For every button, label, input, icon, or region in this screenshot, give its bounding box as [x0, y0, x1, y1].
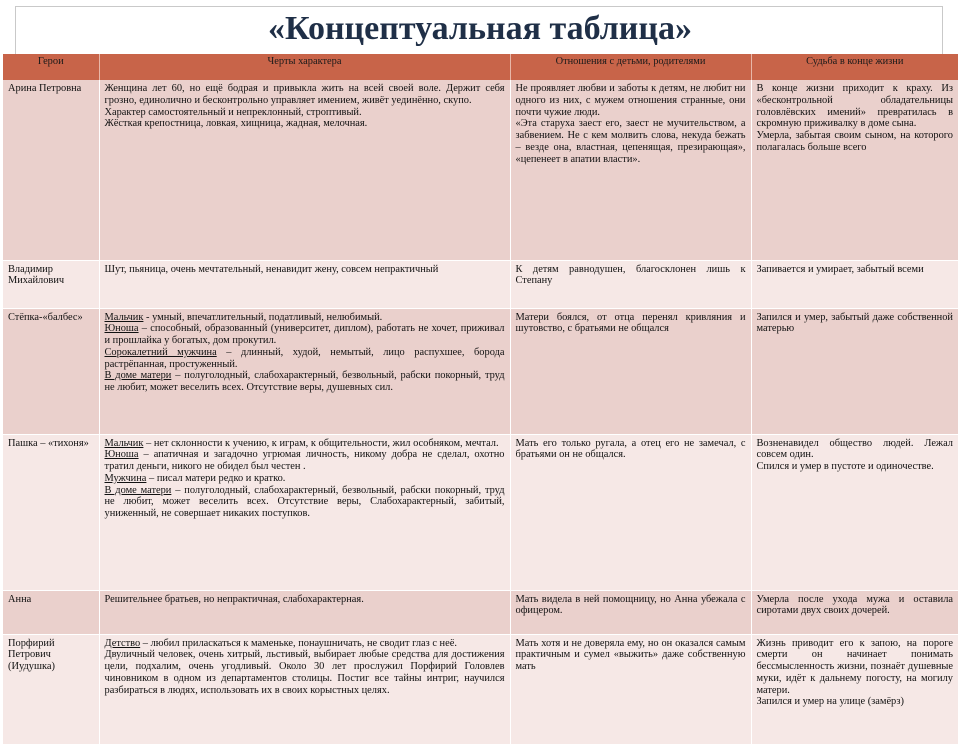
fate-text: Умерла, забытая своим сыном, на которого полагалась больше всего — [756, 130, 953, 153]
trait-text: Жёсткая крепостница, ловкая, хищница, жадная, мелочная. — [104, 118, 368, 130]
trait-text: – нет склонности к учению, к играм, к общительности, жил особняком, мечтал. — [143, 437, 499, 449]
trait-text: – полуголодный, слабохарактерный, безвольный, рабски покорный, труд не любит, может веселить всех. Отсутствие веры, душевных сил. — [104, 370, 505, 393]
fate-cell — [751, 80, 958, 260]
table-row — [3, 80, 958, 260]
trait-text: – апатичная и загадочно угрюмая личность, никому добра не сделал, охотно тратил деньги, никого не обидел был честен . — [104, 449, 505, 472]
fate-text: Спился и умер в пустоте и одиночестве. — [756, 461, 934, 472]
traits-cell — [99, 308, 510, 434]
fate-text: Запился и умер на улице (замёрз) — [756, 696, 904, 708]
fate-cell — [751, 260, 958, 308]
fate-text: Запивается и умирает, забытый всеми — [756, 263, 924, 275]
trait-text: – полуголодный, слабохарактерный, безвольный, рабски покорный, труд не любит, может веселить всех. Отсутствие веры, Слабохарактерный, забитый, униженный, не совершает никаких поступков. — [104, 484, 505, 519]
table-header-row — [3, 54, 958, 80]
table-row — [3, 434, 958, 590]
trait-text: – любил приласкаться к маменьке, понаушничать, не сводит глаз с неё. — [140, 637, 457, 649]
hero-cell: Порфирий Петрович (Иудушка) — [3, 634, 99, 744]
trait-label: В доме матери — [104, 484, 172, 496]
relation-text: Не проявляет любви и заботы к детям, не любит ни одного из них, с мужем отношения странные, они почти чужие люди. — [515, 83, 746, 118]
traits-cell — [99, 590, 510, 634]
fate-text: Запился и умер, забытый даже собственной матерью — [756, 311, 953, 335]
hero-cell: Арина Петровна — [3, 80, 99, 260]
traits-cell — [99, 634, 510, 744]
traits-cell — [99, 260, 510, 308]
header-heroes: Герои — [3, 54, 99, 80]
fate-cell — [751, 590, 958, 634]
relation-text: Мать его только ругала, а отец его не замечал, с братьями он не общался. — [515, 437, 746, 461]
trait-text: Двуличный человек, очень хитрый, льстивый, выбирает любые средства для достижения цели, подхалим, очень угодливый. Около 30 лет прослужил Порфирий Головлев чиновником в одном из департаментов столицы. Постиг все тайны интриг, научился разбираться в людях, использовать их в своих корыстных целях. — [104, 649, 505, 696]
fate-text: Умерла после ухода мужа и оставила сиротами двух своих дочерей. — [756, 593, 953, 617]
relation-text: Матери боялся, от отца перенял кривляния и шутовство, с братьями не общался — [515, 311, 746, 335]
trait-label: Мальчик — [104, 437, 144, 449]
relation-text: «Эта старуха заест его, заест не мучительством, а забвением. Не с кем молвить слова, некуда бежать – везде она, властная, цепенящая, презирающая», «цепенеет в апатии власти». — [515, 118, 746, 165]
fate-text: Возненавидел общество людей. Лежал совсем один. — [756, 437, 953, 461]
relations-cell — [510, 590, 751, 634]
traits-cell — [99, 434, 510, 590]
trait-text: - умный, впечатлительный, податливый, нелюбимый. — [143, 311, 383, 323]
relation-text: Мать видела в ней помощницу, но Анна убежала с офицером. — [515, 593, 746, 617]
fate-text: В конце жизни приходит к краху. Из «бесконтрольной обладательницы головлёвских имений» превратилась в скромную приживалку в доме сына. — [756, 83, 953, 130]
relation-text: Мать хотя и не доверяла ему, но он оказался самым практичным и сумел «выжить» даже собственную мать — [515, 637, 746, 672]
trait-text: – писал матери редко и кратко. — [146, 472, 286, 484]
fate-cell — [751, 308, 958, 434]
relations-cell — [510, 434, 751, 590]
header-traits: Черты характера — [99, 54, 510, 80]
trait-text: Характер самостоятельный и непреклонный, строптивый. — [104, 106, 362, 118]
trait-label: Юноша — [104, 323, 139, 335]
hero-cell: Владимир Михайлович — [3, 260, 99, 308]
fate-cell — [751, 634, 958, 744]
trait-text: Решительнее братьев, но непрактичная, слабохарактерная. — [104, 593, 364, 605]
table-row — [3, 634, 958, 744]
traits-cell — [99, 80, 510, 260]
relations-cell — [510, 260, 751, 308]
trait-label: В доме матери — [104, 370, 172, 382]
header-fate: Судьба в конце жизни — [751, 54, 958, 80]
trait-label: Мальчик — [104, 311, 144, 323]
trait-text: Шут, пьяница, очень мечтательный, ненавидит жену, совсем непрактичный — [104, 263, 439, 275]
header-relations: Отношения с детьми, родителями — [510, 54, 751, 80]
page-title: «Концептуальная таблица» — [268, 10, 692, 47]
table-row — [3, 590, 958, 634]
relation-text: К детям равнодушен, благосклонен лишь к Степану — [515, 263, 746, 287]
trait-text: Женщина лет 60, но ещё бодрая и привыкла жить на всей своей воле. Держит себя грозно, единолично и бесконтрольно управляет имением, живёт уединённо, скупо. — [104, 83, 505, 106]
trait-label: Детство — [104, 637, 141, 649]
trait-text: – длинный, худой, немытый, лицо распухшее, борода растрёпанная, простуженный. — [104, 346, 505, 370]
trait-label: Мужчина — [104, 472, 147, 484]
trait-text: – способный, образованный (университет, диплом), работать не хочет, приживал и прошлайка у богатых, дом прокутил. — [104, 323, 505, 346]
table-row — [3, 308, 958, 434]
hero-cell: Стёпка-«балбес» — [3, 308, 99, 434]
hero-cell: Анна — [3, 590, 99, 634]
relations-cell — [510, 634, 751, 744]
relations-cell — [510, 80, 751, 260]
table-row — [3, 260, 958, 308]
concept-table — [3, 54, 958, 745]
trait-label: Юноша — [104, 449, 139, 461]
hero-cell: Пашка – «тихоня» — [3, 434, 99, 590]
fate-text: Жизнь приводит его к запою, на пороге смерти он начинает понимать бессмысленность жизни, познаёт душевные муки, идёт к дальнему погосту, на могилу матери. — [756, 637, 953, 696]
trait-label: Сорокалетний мужчина — [104, 346, 217, 358]
relations-cell — [510, 308, 751, 434]
fate-cell — [751, 434, 958, 590]
